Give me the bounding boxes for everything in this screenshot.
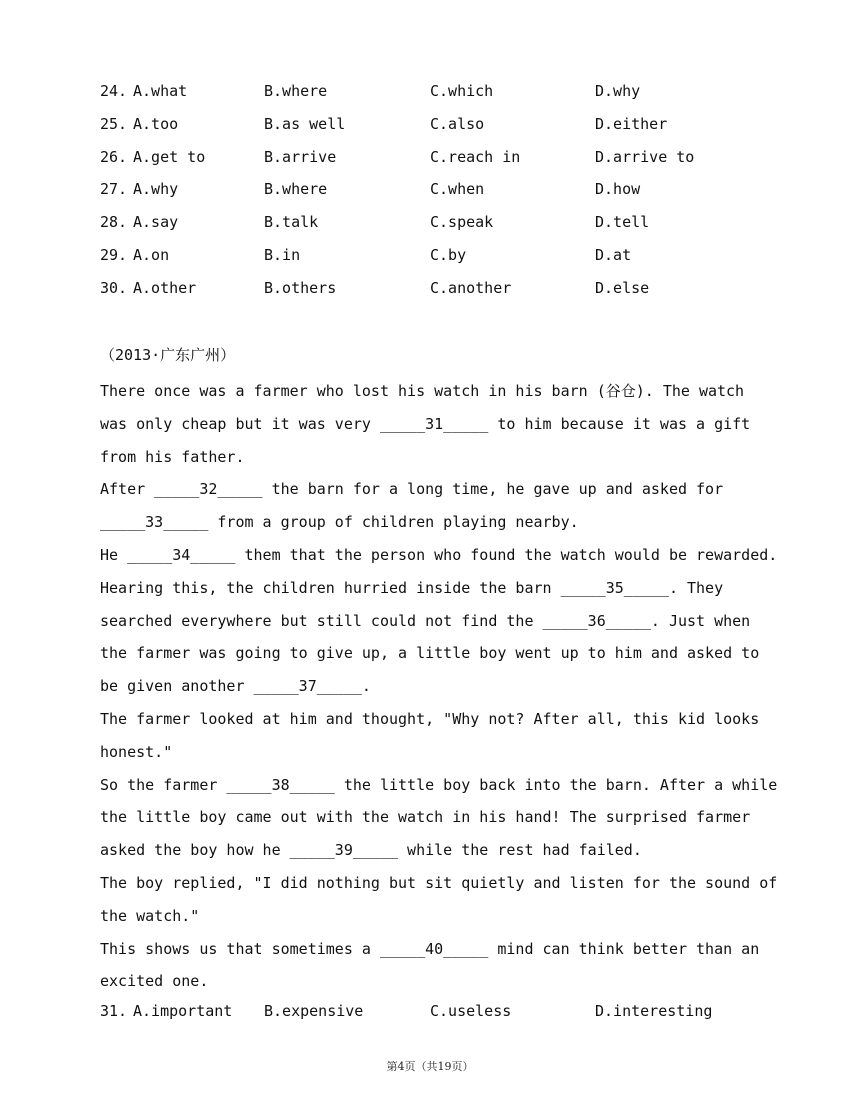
option-b: B.where xyxy=(264,82,328,100)
option-d: D.how xyxy=(595,180,641,198)
option-c: C.when xyxy=(430,180,485,198)
option-b: B.talk xyxy=(264,213,319,231)
option-d: D.arrive to xyxy=(595,148,695,166)
option-a: A.say xyxy=(133,213,179,231)
option-a: A.important xyxy=(133,1002,233,1020)
question-number: 31. xyxy=(100,1002,128,1020)
cloze-passage xyxy=(100,375,780,998)
question-number: 24. xyxy=(100,82,128,100)
passage-paragraph: Hearing this, the children hurried inside the barn _____35_____. They searched everywhere but still could not find the _____36_____. Just when the farmer was going to give up, a little boy went up to him and asked to be given another _____37_____. xyxy=(100,578,760,696)
option-a: A.why xyxy=(133,180,179,198)
section-heading: （2013·广东广州） xyxy=(100,346,236,364)
option-a: A.on xyxy=(133,246,170,264)
question-number: 30. xyxy=(100,279,128,297)
option-c: C.also xyxy=(430,115,485,133)
passage-paragraph: The farmer looked at him and thought, "Why not? After all, this kid looks honest." xyxy=(100,709,760,761)
option-b: B.expensive xyxy=(264,1002,364,1020)
question-number: 29. xyxy=(100,246,128,264)
question-number: 26. xyxy=(100,148,128,166)
option-d: D.why xyxy=(595,82,641,100)
option-c: C.which xyxy=(430,82,494,100)
option-b: B.in xyxy=(264,246,301,264)
question-number: 27. xyxy=(100,180,128,198)
option-a: A.what xyxy=(133,82,188,100)
passage-paragraph: There once was a farmer who lost his watch in his barn (谷仓). The watch was only cheap but it was very _____31_____ to him because it was a gift from his father. xyxy=(100,382,751,466)
passage-paragraph: The boy replied, "I did nothing but sit quietly and listen for the sound of the watch." xyxy=(100,873,778,925)
option-c: C.by xyxy=(430,246,467,264)
option-c: C.reach in xyxy=(430,148,521,166)
option-d: D.at xyxy=(595,246,632,264)
option-d: D.either xyxy=(595,115,668,133)
option-c: C.speak xyxy=(430,213,494,231)
option-a: A.too xyxy=(133,115,179,133)
passage-paragraph: After _____32_____ the barn for a long time, he gave up and asked for _____33_____ from a group of children playing nearby. xyxy=(100,480,724,532)
option-b: B.arrive xyxy=(264,148,337,166)
passage-paragraph: He _____34_____ them that the person who found the watch would be rewarded. xyxy=(100,545,778,564)
option-c: C.useless xyxy=(430,1002,512,1020)
option-a: A.other xyxy=(133,279,197,297)
question-number: 28. xyxy=(100,213,128,231)
passage-paragraph: This shows us that sometimes a _____40_____ mind can think better than an excited one. xyxy=(100,939,760,991)
question-number: 25. xyxy=(100,115,128,133)
option-d: D.interesting xyxy=(595,1002,713,1020)
option-d: D.tell xyxy=(595,213,650,231)
option-d: D.else xyxy=(595,279,650,297)
page-footer: 第4页（共19页） xyxy=(386,1060,474,1073)
option-b: B.as well xyxy=(264,115,346,133)
option-a: A.get to xyxy=(133,148,206,166)
option-b: B.others xyxy=(264,279,337,297)
option-c: C.another xyxy=(430,279,512,297)
passage-paragraph: So the farmer _____38_____ the little boy back into the barn. After a while the little boy came out with the watch in his hand! The surprised farmer asked the boy how he _____39_____ while the rest had failed. xyxy=(100,775,778,860)
option-b: B.where xyxy=(264,180,328,198)
